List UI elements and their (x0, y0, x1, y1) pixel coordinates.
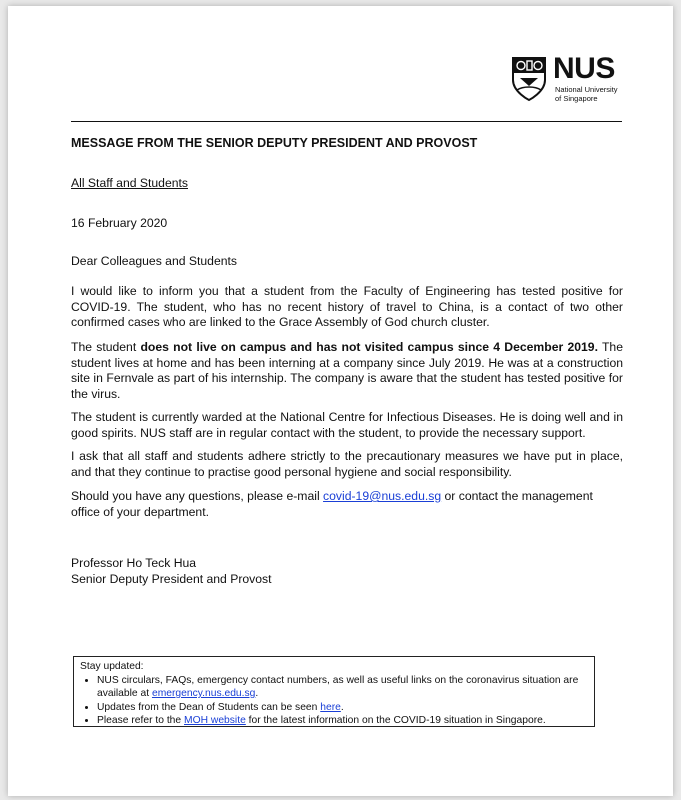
list-item-text: NUS circulars, FAQs, emergency contact numbers, as well as useful links on the coronavirus situation are available at (97, 674, 579, 699)
paragraph-2-start: The student (71, 340, 141, 354)
stay-updated-heading: Stay updated: (80, 661, 144, 672)
logo-subtitle-line1: National University (555, 85, 618, 94)
nus-crest-icon (511, 56, 547, 102)
list-item-end: . (340, 701, 344, 713)
list-item-end: for the latest information on the COVID-19 situation in Singapore. (245, 715, 546, 726)
paragraph-5-end: or contact the management office of your department. (71, 489, 593, 519)
logo-subtitle-line2: of Singapore (555, 94, 598, 103)
logo-wordmark: NUS (553, 52, 615, 85)
logo-subtitle (555, 85, 618, 103)
audience-line: All Staff and Students (71, 176, 188, 190)
list-item-text: Updates from the Dean of Students can be seen (97, 701, 321, 713)
paragraph-2-end: The student lives at home and has been interning at a company since July 2019. He was at a construction site in Fernvale as part of his internship. The company is aware that the student has tested positive for the virus. (71, 340, 623, 401)
stay-updated-box (73, 656, 595, 727)
stay-updated-list (80, 674, 588, 728)
list-item (97, 674, 588, 701)
paragraph-5-start: Should you have any questions, please e-mail (71, 489, 324, 503)
paragraph-4: I ask that all staff and students adhere strictly to the precautionary measures we have put in place, and that they continue to practise good personal hygiene and social responsibility. (71, 449, 623, 479)
header-rule (71, 121, 622, 122)
nus-logo (511, 52, 621, 108)
list-item (97, 714, 588, 728)
emergency-site-link[interactable]: emergency.nus.edu.sg (151, 688, 256, 699)
document-title: MESSAGE FROM THE SENIOR DEPUTY PRESIDENT AND PROVOST (71, 136, 478, 150)
dean-updates-link[interactable]: here (320, 701, 341, 713)
paragraph-1: I would like to inform you that a student from the Faculty of Engineering has tested positive for COVID-19. The student, who has no recent history of travel to China, is a contact of two other confirmed cases who are linked to the Grace Assembly of God church cluster. (71, 284, 623, 329)
moh-website-link[interactable]: MOH website (184, 715, 246, 726)
signature-name: Professor Ho Teck Hua (71, 556, 197, 570)
paragraph-5 (71, 489, 623, 520)
paragraph-2-bold: does not live on campus and has not visited campus since 4 December 2019. (140, 340, 598, 354)
signature-title: Senior Deputy President and Provost (71, 572, 272, 586)
paragraph-3: The student is currently warded at the National Centre for Infectious Diseases. He is doing well and in good spirits. NUS staff are in regular contact with the student, to provide the necessary support. (71, 410, 623, 440)
date-line: 16 February 2020 (71, 216, 168, 230)
list-item-text: Please refer to the (97, 715, 185, 726)
list-item-end: . (255, 688, 259, 699)
paragraph-2 (71, 340, 623, 402)
document-page (8, 6, 673, 796)
salutation: Dear Colleagues and Students (71, 254, 237, 268)
list-item (97, 701, 588, 715)
covid-email-link[interactable]: covid-19@nus.edu.sg (323, 489, 442, 503)
